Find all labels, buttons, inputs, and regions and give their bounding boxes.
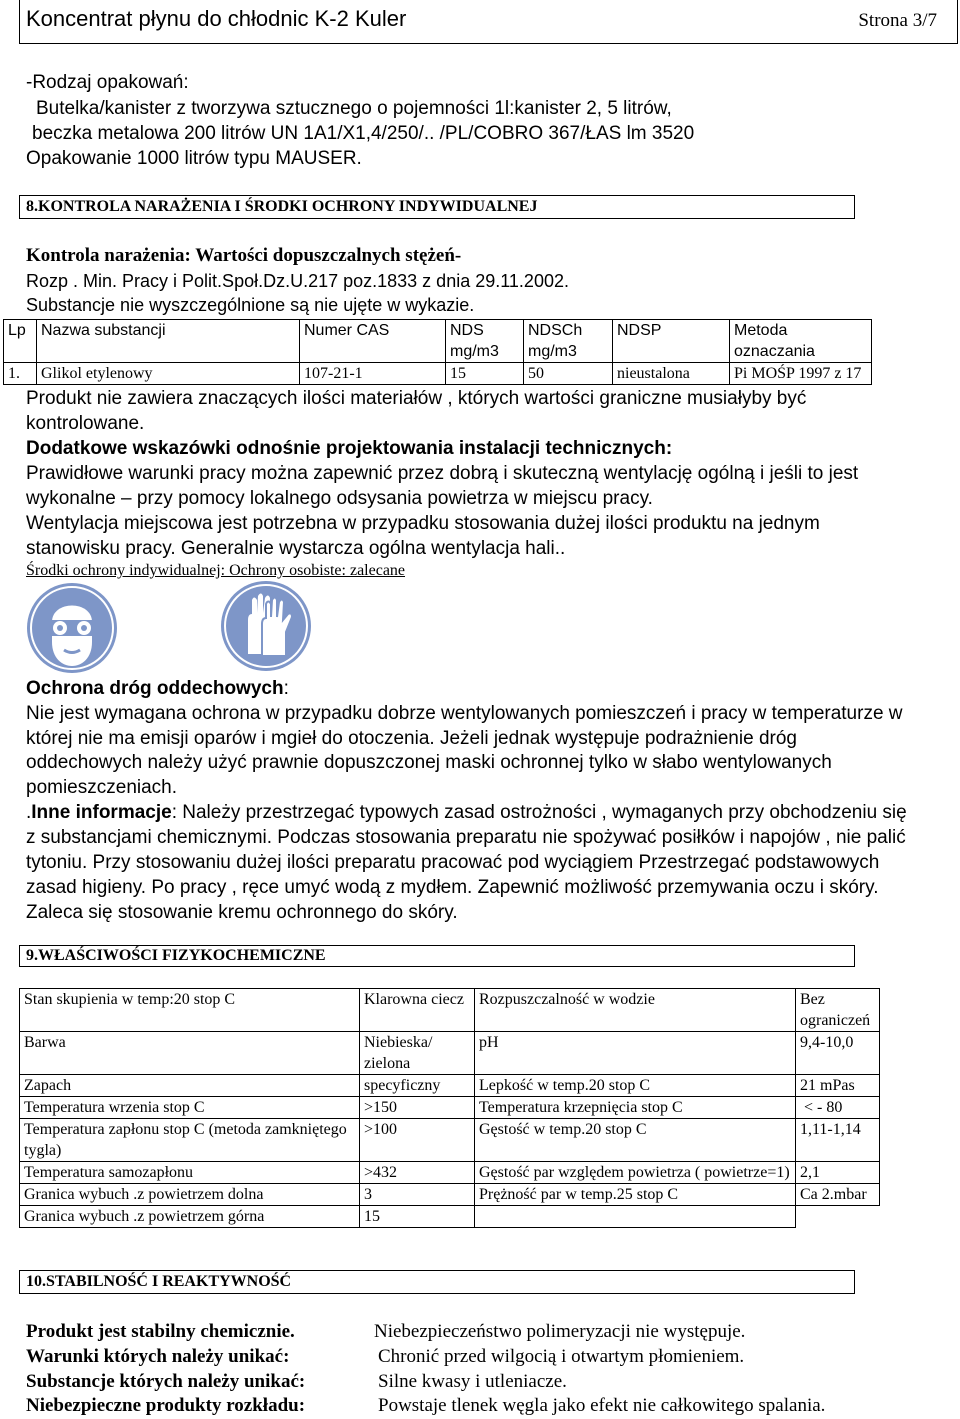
section-10-header: [19, 1270, 855, 1294]
physchem-table: [19, 988, 880, 1228]
resp-line-2: której nie ma emisji oparów i mgieł do otoczenia. Jeżeli jednak występuje podrażnienie dróg: [26, 728, 797, 749]
product-note-1: Produkt nie zawiera znaczących ilości materiałów , których wartości graniczne musiałyby być: [26, 388, 807, 409]
packaging-line-3: Opakowanie 1000 litrów typu MAUSER.: [26, 148, 362, 169]
stability-label-4: Niebezpieczne produkty rozkładu:: [26, 1395, 306, 1416]
col-header: Nazwa substancji: [37, 320, 300, 363]
table-cell: specyficzny: [360, 1075, 475, 1097]
packaging-line-1: Butelka/kanister z tworzywa sztucznego o pojemności 1l:kanister 2, 5 litrów,: [36, 98, 672, 119]
page-number: Strona 3/7: [858, 10, 937, 31]
table-cell: 1,11-1,14: [796, 1119, 880, 1162]
extra-line-1: Prawidłowe warunki pracy można zapewnić przez dobrą i skuteczną wentylację ogólną i jeśli to jest: [26, 463, 859, 484]
section-8-title: 8.KONTROLA NARAŻENIA I ŚRODKI OCHRONY INDYWIDUALNEJ: [26, 198, 538, 215]
table-row: [20, 1184, 880, 1206]
section-10-title: 10.STABILNOŚĆ I REAKTYWNOŚĆ: [26, 1273, 292, 1290]
table-cell: Gęstość w temp.20 stop C: [475, 1119, 796, 1162]
exposure-limits-table: [3, 319, 872, 385]
resp-line-4: pomieszczeniach.: [26, 777, 178, 798]
exposure-heading: Kontrola narażenia: Wartości dopuszczalnych stężeń-: [26, 245, 462, 266]
table-cell: [475, 1206, 796, 1228]
col-header: NDSP: [613, 320, 730, 363]
stability-label-3: Substancje których należy unikać:: [26, 1371, 306, 1392]
regulation-text: Rozp . Min. Pracy i Polit.Społ.Dz.U.217 poz.1833 z dnia 29.11.2002.: [26, 271, 569, 291]
packaging-label: -Rodzaj opakowań:: [26, 72, 189, 93]
info-first-text: : Należy przestrzegać typowych zasad ostrożności , wymaganych przy obchodzeniu się: [171, 802, 907, 823]
table-header-row: [4, 320, 872, 363]
table-cell: 15: [360, 1206, 475, 1228]
table-cell: Glikol etylenowy: [37, 363, 300, 385]
table-cell: Granica wybuch .z powietrzem dolna: [20, 1184, 360, 1206]
table-row: [20, 1032, 880, 1075]
section-9-header: [19, 945, 855, 967]
col-header: Metoda oznaczania: [730, 320, 872, 363]
table-cell: Prężność par w temp.25 stop C: [475, 1184, 796, 1206]
col-header: NDS mg/m3: [446, 320, 524, 363]
info-line-4: Zaleca się stosowanie kremu ochronnego do skóry.: [26, 902, 458, 923]
table-cell: Zapach: [20, 1075, 360, 1097]
table-cell: Lepkość w temp.20 stop C: [475, 1075, 796, 1097]
table-cell: >150: [360, 1097, 475, 1119]
extra-line-2: wykonalne – przy pomocy lokalnego odsysania powietrza w miejscu pracy.: [26, 488, 653, 509]
table-cell: nieustalona: [613, 363, 730, 385]
table-cell: Bez ograniczeń: [796, 989, 880, 1032]
table-cell: Temperatura zapłonu stop C (metoda zamkniętego tygla): [20, 1119, 360, 1162]
info-line-2: tytoniu. Przy stosowaniu dużej ilości preparatu pracować pod wyciągiem Przestrzegać podstawowych: [26, 852, 880, 873]
table-cell: 2,1: [796, 1162, 880, 1184]
section-9-title: 9.WŁAŚCIWOŚCI FIZYKOCHEMICZNE: [26, 947, 326, 964]
table-row: [4, 363, 872, 385]
stability-value-4: Powstaje tlenek węgla jako efekt nie całkowitego spalania.: [378, 1395, 826, 1416]
table-cell: >432: [360, 1162, 475, 1184]
table-cell: Klarowna ciecz: [360, 989, 475, 1032]
goggles-icon: [26, 582, 118, 674]
resp-line-1: Nie jest wymagana ochrona w przypadku dobrze wentylowanych pomieszczeń i pracy w temperaturze w: [26, 703, 903, 724]
stability-label-1: Produkt jest stabilny chemicznie.: [26, 1321, 295, 1342]
table-cell: Rozpuszczalność w wodzie: [475, 989, 796, 1032]
stability-value-3: Silne kwasy i utleniacze.: [378, 1371, 567, 1392]
table-row: [20, 1206, 880, 1228]
table-cell: Stan skupienia w temp:20 stop C: [20, 989, 360, 1032]
document-title: Koncentrat płynu do chłodnic K-2 Kuler: [26, 6, 407, 31]
resp-line-3: oddechowych należy użyć prawnie dopuszczonej maski ochronnej tylko w słabo wentylowanych: [26, 752, 832, 773]
info-heading: Inne informacje: [31, 802, 172, 823]
table-row: [20, 989, 880, 1032]
extra-line-4: stanowisku pracy. Generalnie wystarcza ogólna wentylacja hali..: [26, 538, 566, 559]
product-note-2: kontrolowane.: [26, 413, 145, 434]
stability-label-2: Warunki których należy unikać:: [26, 1346, 290, 1367]
info-first-line: [26, 802, 907, 824]
table-cell: pH: [475, 1032, 796, 1075]
table-cell: < - 80: [796, 1097, 880, 1119]
table-cell: Temperatura samozapłonu: [20, 1162, 360, 1184]
info-line-1: z substancjami chemicznymi. Podczas stosowania preparatu nie spożywać posiłków i napojów , nie palić: [26, 827, 906, 848]
resp-colon: :: [283, 678, 289, 699]
table-row: [20, 1075, 880, 1097]
col-header: Numer CAS: [300, 320, 446, 363]
table-cell: [796, 1206, 880, 1228]
table-cell: Granica wybuch .z powietrzem górna: [20, 1206, 360, 1228]
substances-note: Substancje nie wyszczególnione są nie ujęte w wykazie.: [26, 295, 475, 315]
table-cell: Pi MOŚP 1997 z 17: [730, 363, 872, 385]
table-cell: Barwa: [20, 1032, 360, 1075]
table-cell: 9,4-10,0: [796, 1032, 880, 1075]
table-cell: 107-21-1: [300, 363, 446, 385]
packaging-line-2: beczka metalowa 200 litrów UN 1A1/X1,4/250/.. /PL/COBRO 367/ŁAS lm 3520: [32, 123, 695, 144]
section-8-header: [19, 195, 855, 219]
table-cell: 21 mPas: [796, 1075, 880, 1097]
resp-heading: Ochrona dróg oddechowych: [26, 678, 284, 699]
table-row: [20, 1119, 880, 1162]
table-cell: 3: [360, 1184, 475, 1206]
table-cell: 15: [446, 363, 524, 385]
table-cell: 1.: [4, 363, 37, 385]
resp-heading-line: [26, 678, 289, 700]
ppe-label: Środki ochrony indywidualnej: Ochrony osobiste: zalecane: [26, 562, 406, 579]
table-cell: 50: [524, 363, 613, 385]
extra-line-3: Wentylacja miejscowa jest potrzebna w przypadku stosowania dużej ilości produktu na jednym: [26, 513, 820, 534]
col-header: NDSCh mg/m3: [524, 320, 613, 363]
table-cell: Niebieska/ zielona: [360, 1032, 475, 1075]
table-row: [20, 1097, 880, 1119]
stability-value-2: Chronić przed wilgocią i otwartym płomieniem.: [378, 1346, 745, 1367]
table-cell: Temperatura wrzenia stop C: [20, 1097, 360, 1119]
table-cell: Ca 2.mbar: [796, 1184, 880, 1206]
table-row: [20, 1162, 880, 1184]
gloves-icon: [220, 580, 312, 672]
table-cell: Gęstość par względem powietrza ( powietrze=1): [475, 1162, 796, 1184]
info-prefix: .: [26, 802, 32, 823]
col-header: Lp: [4, 320, 37, 363]
extra-heading: Dodatkowe wskazówki odnośnie projektowania instalacji technicznych:: [26, 438, 673, 459]
stability-value-1: Niebezpieczeństwo polimeryzacji nie występuje.: [374, 1321, 746, 1342]
table-cell: >100: [360, 1119, 475, 1162]
table-cell: Temperatura krzepnięcia stop C: [475, 1097, 796, 1119]
page-header: [19, 0, 958, 44]
info-line-3: zasad higieny. Po pracy , ręce umyć wodą z mydłem. Zapewnić możliwość przemywania oczu i skóry.: [26, 877, 879, 898]
